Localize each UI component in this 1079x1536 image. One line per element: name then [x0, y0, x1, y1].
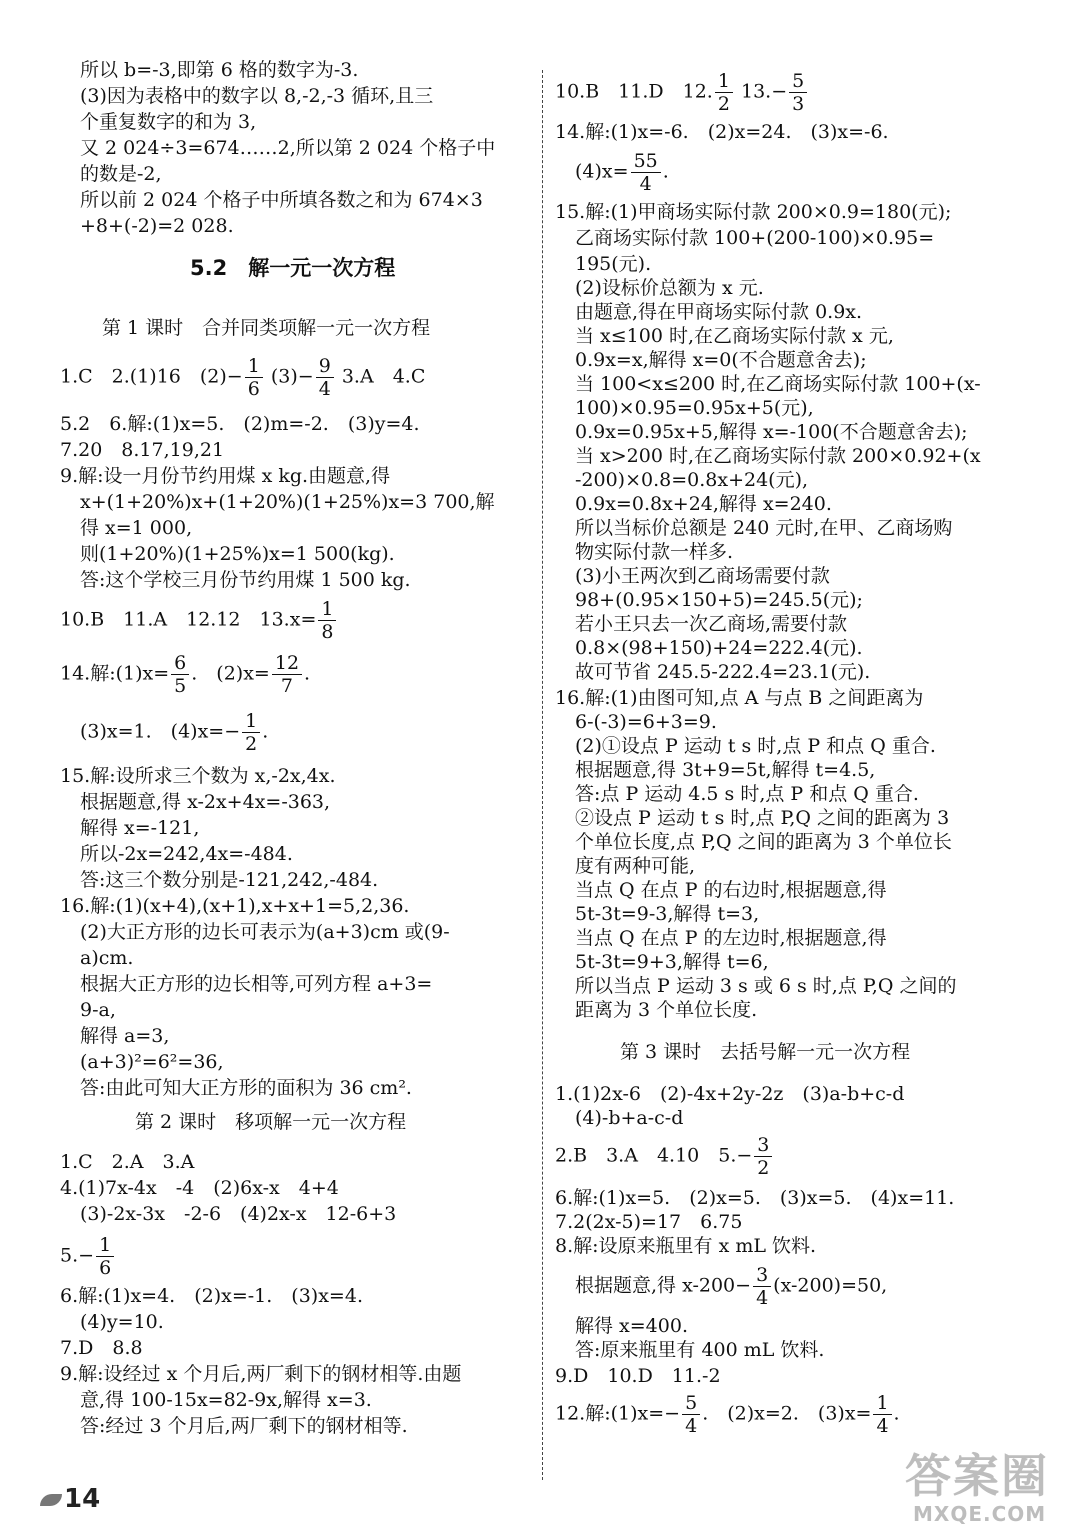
answer-line: (3)-2x-3x -2-6 (4)2x-x 12-6+3: [80, 1203, 397, 1225]
answer-line: 100)×0.95=0.95x+5(元),: [575, 397, 814, 419]
answer-line: 物实际付款一样多.: [575, 541, 734, 563]
answer-line: 所以当点 P 运动 3 s 或 6 s 时,点 P,Q 之间的: [575, 975, 957, 997]
fraction: $\frac{3}{2}$: [754, 1134, 772, 1179]
answer-line: 当点 Q 在点 P 的右边时,根据题意,得: [575, 879, 887, 901]
fraction: $\frac{1}{6}$: [245, 355, 263, 400]
answer-line: 答:这个学校三月份节约用煤 1 500 kg.: [80, 569, 411, 591]
answer-line: 乙商场实际付款 100+(200-100)×0.95=: [575, 227, 935, 249]
answer-line: +8+(-2)=2 028.: [80, 215, 234, 237]
answer-line: 个重复数字的和为 3,: [80, 111, 257, 133]
answer-line: 根据大正方形的边长相等,可列方程 a+3=: [80, 973, 433, 995]
answer-line: 7.20 8.17,19,21: [60, 439, 225, 461]
answer-line: 6.解:(1)x=4. (2)x=-1. (3)x=4.: [60, 1285, 363, 1307]
answer-line: 0.9x=0.8x+24,解得 x=240.: [575, 493, 832, 515]
leaf-icon: [40, 1494, 62, 1506]
answer-line: 所以前 2 024 个格子中所填各数之和为 674×3: [80, 189, 483, 211]
answer-line: 98+(0.95×150+5)=245.5(元);: [575, 589, 863, 611]
lesson-heading: 第 1 课时 合并同类项解一元一次方程: [102, 317, 431, 339]
answer-line: 9.解:设一月份节约用煤 x kg.由题意,得: [60, 465, 391, 487]
answer-line: 则(1+20%)(1+25%)x=1 500(kg).: [80, 543, 395, 565]
answer-line: 6.解:(1)x=5. (2)x=5. (3)x=5. (4)x=11.: [555, 1187, 955, 1209]
answer-line: 当点 Q 在点 P 的左边时,根据题意,得: [575, 927, 887, 949]
fraction: $\frac{1}{8}$: [318, 598, 336, 643]
answer-line: 12.解:(1)x=− $\frac{5}{4}$ . (2)x=2. (3)x= $\frac{1}{4}$ .: [555, 1392, 900, 1437]
answer-line: 14.解:(1)x= $\frac{6}{5}$ . (2)x= $\frac{12}{7}$ .: [60, 652, 311, 697]
answer-line: 16.解:(1)由图可知,点 A 与点 B 之间距离为: [555, 687, 924, 709]
watermark-logo: 答案圈 MXQE.COM: [905, 1449, 1049, 1526]
fraction: $\frac{1}{2}$: [242, 710, 260, 755]
answer-line: 5.− $\frac{1}{6}$: [60, 1234, 116, 1279]
answer-line: (2)设标价总额为 x 元.: [575, 277, 764, 299]
answer-line: 解得 x=400.: [575, 1315, 688, 1337]
answer-line: -200)×0.8=0.8x+24(元),: [575, 469, 809, 491]
answer-line: 根据题意,得 3t+9=5t,解得 t=4.5,: [575, 759, 876, 781]
answer-line: (2)大正方形的边长可表示为(a+3)cm 或(9-: [80, 921, 450, 943]
answer-line: 故可节省 245.5-222.4=23.1(元).: [575, 661, 871, 683]
fraction: $\frac{1}{4}$: [873, 1392, 891, 1437]
fraction: $\frac{55}{4}$: [631, 150, 661, 195]
answer-line: ②设点 P 运动 t s 时,点 P,Q 之间的距离为 3: [575, 807, 950, 829]
answer-line: 8.解:设原来瓶里有 x mL 饮料.: [555, 1235, 817, 1257]
fraction: $\frac{5}{3}$: [789, 70, 807, 115]
answer-line: 9.解:设经过 x 个月后,两厂剩下的钢材相等.由题: [60, 1363, 462, 1385]
answer-line: 得 x=1 000,: [80, 517, 193, 539]
answer-line: (4)-b+a-c-d: [575, 1107, 684, 1129]
answer-line: 5t-3t=9-3,解得 t=3,: [575, 903, 760, 925]
answer-line: (3)因为表格中的数字以 8,-2,-3 循环,且三: [80, 85, 434, 107]
answer-line: 答:经过 3 个月后,两厂剩下的钢材相等.: [80, 1415, 408, 1437]
answer-line: 距离为 3 个单位长度.: [575, 999, 758, 1021]
answer-line: 7.2(2x-5)=17 6.75: [555, 1211, 743, 1233]
answer-line: 0.8×(98+150)+24=222.4(元).: [575, 637, 863, 659]
answer-line: (4)x= $\frac{55}{4}$ .: [575, 150, 669, 195]
answer-line: (3)x=1. (4)x=− $\frac{1}{2}$ .: [80, 710, 269, 755]
answer-line: 若小王只去一次乙商场,需要付款: [575, 613, 848, 635]
answer-line: 答:这三个数分别是-121,242,-484.: [80, 869, 379, 891]
answer-line: 所以当标价总额是 240 元时,在甲、乙商场购: [575, 517, 953, 539]
fraction: $\frac{3}{4}$: [753, 1264, 771, 1309]
lesson-heading: 第 3 课时 去括号解一元一次方程: [620, 1041, 911, 1063]
section-heading: 5.2 解一元一次方程: [190, 256, 396, 280]
answer-line: 195(元).: [575, 253, 652, 275]
fraction: $\frac{6}{5}$: [171, 652, 189, 697]
answer-line: 1.C 2.A 3.A: [60, 1151, 195, 1173]
answer-line: 1.C 2.(1)16 (2)− $\frac{1}{6}$ (3)− $\frac{9}{4}$ 3.A 4.C: [60, 355, 426, 400]
answer-line: (3)小王两次到乙商场需要付款: [575, 565, 830, 587]
answer-line: 答:原来瓶里有 400 mL 饮料.: [575, 1339, 825, 1361]
answer-line: 0.9x=0.95x+5,解得 x=-100(不合题意舍去);: [575, 421, 968, 443]
answer-line: 所以 b=-3,即第 6 格的数字为-3.: [80, 59, 359, 81]
answer-line: 答:由此可知大正方形的面积为 36 cm².: [80, 1077, 412, 1099]
fraction: $\frac{9}{4}$: [316, 355, 334, 400]
answer-line: 9-a,: [80, 999, 116, 1021]
page-number: 14: [40, 1480, 110, 1520]
answer-line: 当 x≤100 时,在乙商场实际付款 x 元,: [575, 325, 894, 347]
answer-line: 根据题意,得 x-2x+4x=-363,: [80, 791, 331, 813]
answer-line: 的数是-2,: [80, 163, 162, 185]
answer-line: (2)①设点 P 运动 t s 时,点 P 和点 Q 重合.: [575, 735, 936, 757]
answer-line: 16.解:(1)(x+4),(x+1),x+x+1=5,2,36.: [60, 895, 410, 917]
answer-line: x+(1+20%)x+(1+20%)(1+25%)x=3 700,解: [80, 491, 495, 513]
answer-line: 0.9x=x,解得 x=0(不合题意舍去);: [575, 349, 867, 371]
answer-line: 5t-3t=9+3,解得 t=6,: [575, 951, 769, 973]
answer-line: 解得 a=3,: [80, 1025, 170, 1047]
fraction: $\frac{12}{7}$: [272, 652, 302, 697]
answer-line: 4.(1)7x-4x -4 (2)6x-x 4+4: [60, 1177, 339, 1199]
answer-line: (a+3)²=6²=36,: [80, 1051, 224, 1073]
answer-line: 当 x>200 时,在乙商场实际付款 200×0.92+(x: [575, 445, 981, 467]
fraction: $\frac{1}{6}$: [96, 1234, 114, 1279]
column-divider: [542, 70, 543, 1480]
answer-line: 6-(-3)=6+3=9.: [575, 711, 717, 733]
answer-line: 7.D 8.8: [60, 1337, 143, 1359]
answer-line: 意,得 100-15x=82-9x,解得 x=3.: [80, 1389, 372, 1411]
answer-line: 2.B 3.A 4.10 5.− $\frac{3}{2}$: [555, 1134, 774, 1179]
answer-line: 又 2 024÷3=674……2,所以第 2 024 个格子中: [80, 137, 496, 159]
answer-line: 个单位长度,点 P,Q 之间的距离为 3 个单位长: [575, 831, 952, 853]
answer-line: 解得 x=-121,: [80, 817, 200, 839]
answer-line: 15.解:设所求三个数为 x,-2x,4x.: [60, 765, 336, 787]
fraction: $\frac{5}{4}$: [682, 1392, 700, 1437]
fraction: $\frac{1}{2}$: [715, 70, 733, 115]
answer-line: 由题意,得在甲商场实际付款 0.9x.: [575, 301, 863, 323]
answer-line: (4)y=10.: [80, 1311, 164, 1333]
answer-line: 度有两种可能,: [575, 855, 696, 877]
answer-line: 10.B 11.D 12. $\frac{1}{2}$ 13.− $\frac{5}{3}$: [555, 70, 809, 115]
answer-line: 所以-2x=242,4x=-484.: [80, 843, 293, 865]
answer-line: 9.D 10.D 11.-2: [555, 1365, 721, 1387]
answer-line: 5.2 6.解:(1)x=5. (2)m=-2. (3)y=4.: [60, 413, 420, 435]
answer-line: 1.(1)2x-6 (2)-4x+2y-2z (3)a-b+c-d: [555, 1083, 905, 1105]
answer-line: 14.解:(1)x=-6. (2)x=24. (3)x=-6.: [555, 121, 889, 143]
answer-line: 15.解:(1)甲商场实际付款 200×0.9=180(元);: [555, 201, 952, 223]
answer-line: 根据题意,得 x-200− $\frac{3}{4}$ (x-200)=50,: [575, 1264, 888, 1309]
answer-line: a)cm.: [80, 947, 134, 969]
lesson-heading: 第 2 课时 移项解一元一次方程: [135, 1111, 407, 1133]
answer-line: 当 100<x≤200 时,在乙商场实际付款 100+(x-: [575, 373, 981, 395]
answer-line: 答:点 P 运动 4.5 s 时,点 P 和点 Q 重合.: [575, 783, 919, 805]
answer-line: 10.B 11.A 12.12 13.x= $\frac{1}{8}$: [60, 598, 338, 643]
